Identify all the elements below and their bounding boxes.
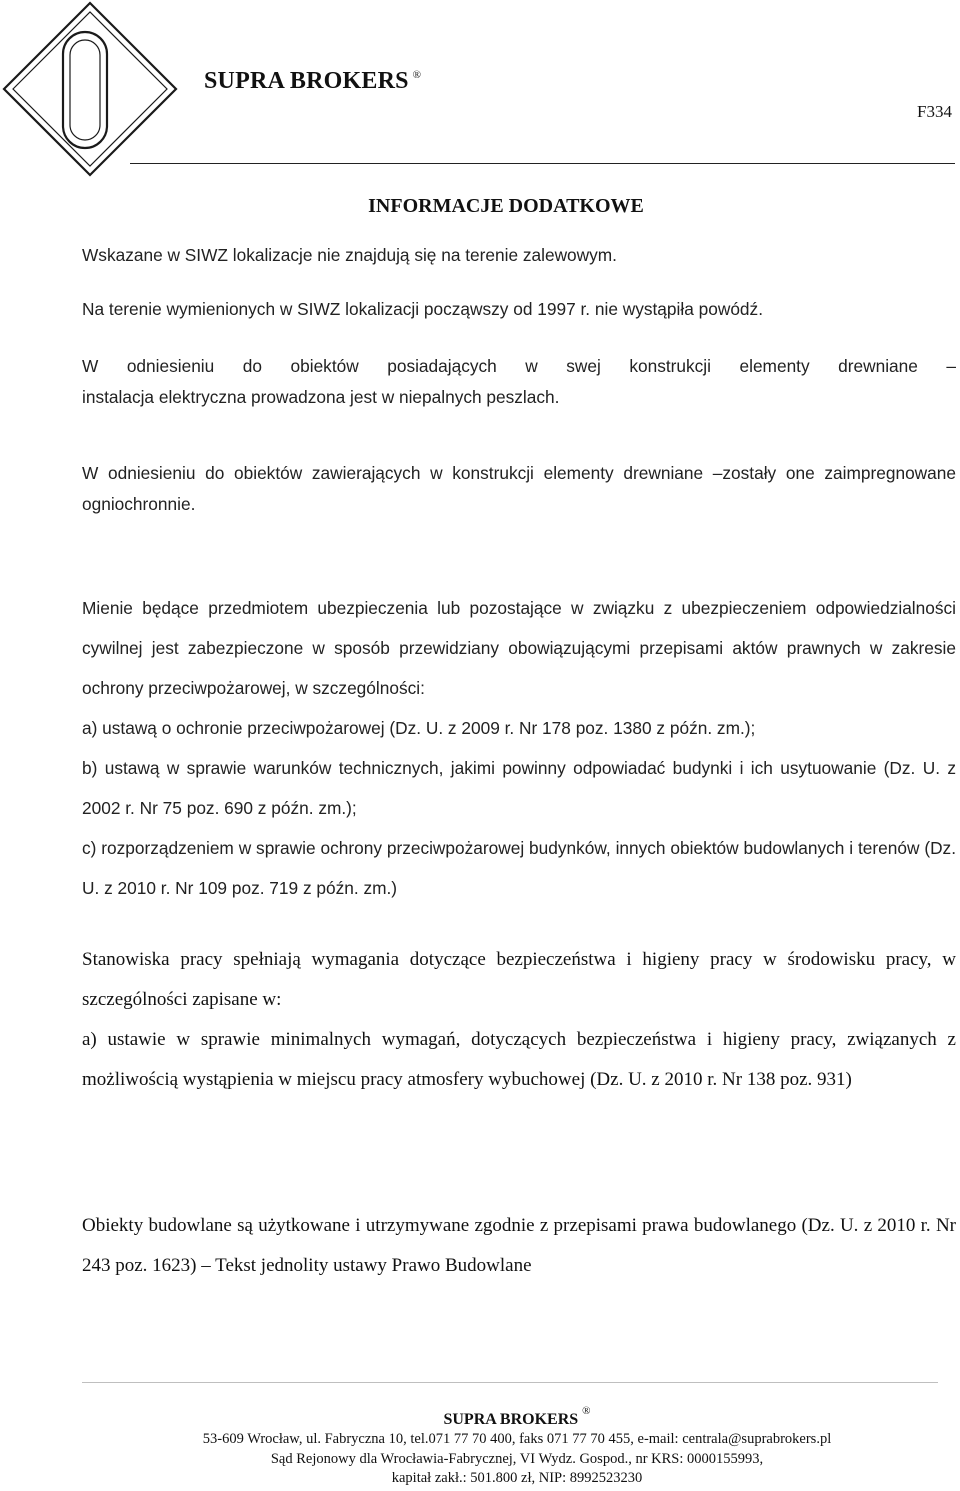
paragraph-electrical xyxy=(82,351,956,413)
list-item-b: b) ustawą w sprawie warunków technicznych, jakimi powinny odpowiadać budynki i ich usytuowanie (Dz. U. z 2002 r. Nr 75 poz. 690 z późn. zm.); xyxy=(82,758,956,818)
footer-address: 53-609 Wrocław, ul. Fabryczna 10, tel.071 77 70 400, faks 071 77 70 455, e-mail: centrala@suprabrokers.pl xyxy=(202,1431,832,1447)
section-fire-protection xyxy=(82,588,956,908)
paragraph-flood-history: Na terenie wymienionych w SIWZ lokalizacji począwszy od 1997 r. nie wystąpiła powódź. xyxy=(82,299,763,319)
paragraph-fireproofing: W odniesieniu do obiektów zawierających w konstrukcji elementy drewniane –zostały one zaimpregnowane ogniochronnie. xyxy=(82,463,956,514)
paragraph-electrical-line2: instalacja elektryczna prowadzona jest w niepalnych peszlach. xyxy=(82,387,560,407)
footer-registered-mark: ® xyxy=(582,1405,591,1417)
form-code: F334 xyxy=(917,102,952,121)
paragraph-workplace-intro: Stanowiska pracy spełniają wymagania dotyczące bezpieczeństwa i higieny pracy w środowisku pracy, w szczególności zapisane w: xyxy=(82,949,956,1010)
paragraph-fire-protection-intro: Mienie będące przedmiotem ubezpieczenia lub pozostające w związku z ubezpieczeniem odpowiedzialności cywilnej jest zabezpieczone w sposób przewidziany obowiązującymi przepisami aktów prawnych w zakresie ochrony przeciwpożarowej, w szczególności: xyxy=(82,598,956,698)
footer-divider xyxy=(82,1382,938,1383)
list-item-c: c) rozporządzeniem w sprawie ochrony przeciwpożarowej budynków, innych obiektów budowlanych i terenów (Dz. U. z 2010 r. Nr 109 poz. 719 z późn. zm.) xyxy=(82,838,956,898)
section-workplace-safety xyxy=(82,940,956,1100)
footer-capital: kapitał zakł.: 501.800 zł, NIP: 8992523230 xyxy=(391,1470,643,1486)
footer-brand-name: SUPRA BROKERS xyxy=(443,1411,579,1428)
list-item-workplace-a: a) ustawie w sprawie minimalnych wymagań, dotyczących bezpieczeństwa i higieny pracy, związanych z możliwością wystąpienia w miejscu pracy atmosfery wybuchowej (Dz. U. z 2010 r. Nr 138 poz. 931) xyxy=(82,1029,956,1090)
registered-mark: ® xyxy=(412,69,422,81)
document-title: INFORMACJE DODATKOWE xyxy=(368,195,644,217)
paragraph-building-law: Obiekty budowlane są użytkowane i utrzymywane zgodnie z przepisami prawa budowlanego (Dz. U. z 2010 r. Nr 243 poz. 1623) – Tekst jednolity ustawy Prawo Budowlane xyxy=(82,1215,956,1276)
paragraph-flood-zone: Wskazane w SIWZ lokalizacje nie znajdują się na terenie zalewowym. xyxy=(82,245,617,265)
header-divider xyxy=(130,163,955,164)
footer-brand xyxy=(0,1405,960,1429)
brand-name: SUPRA BROKERS xyxy=(204,68,409,94)
company-brand xyxy=(204,68,421,95)
list-item-a: a) ustawą o ochronie przeciwpożarowej (Dz. U. z 2009 r. Nr 178 poz. 1380 z późn. zm.); xyxy=(82,718,756,738)
footer-court-registration: Sąd Rejonowy dla Wrocławia-Fabrycznej, VI Wydz. Gospod., nr KRS: 0000155993, xyxy=(270,1451,764,1467)
paragraph-electrical-line1: W odniesieniu do obiektów posiadających w swej konstrukcji elementy drewniane – xyxy=(82,356,956,376)
supra-brokers-logo-icon xyxy=(0,0,182,178)
